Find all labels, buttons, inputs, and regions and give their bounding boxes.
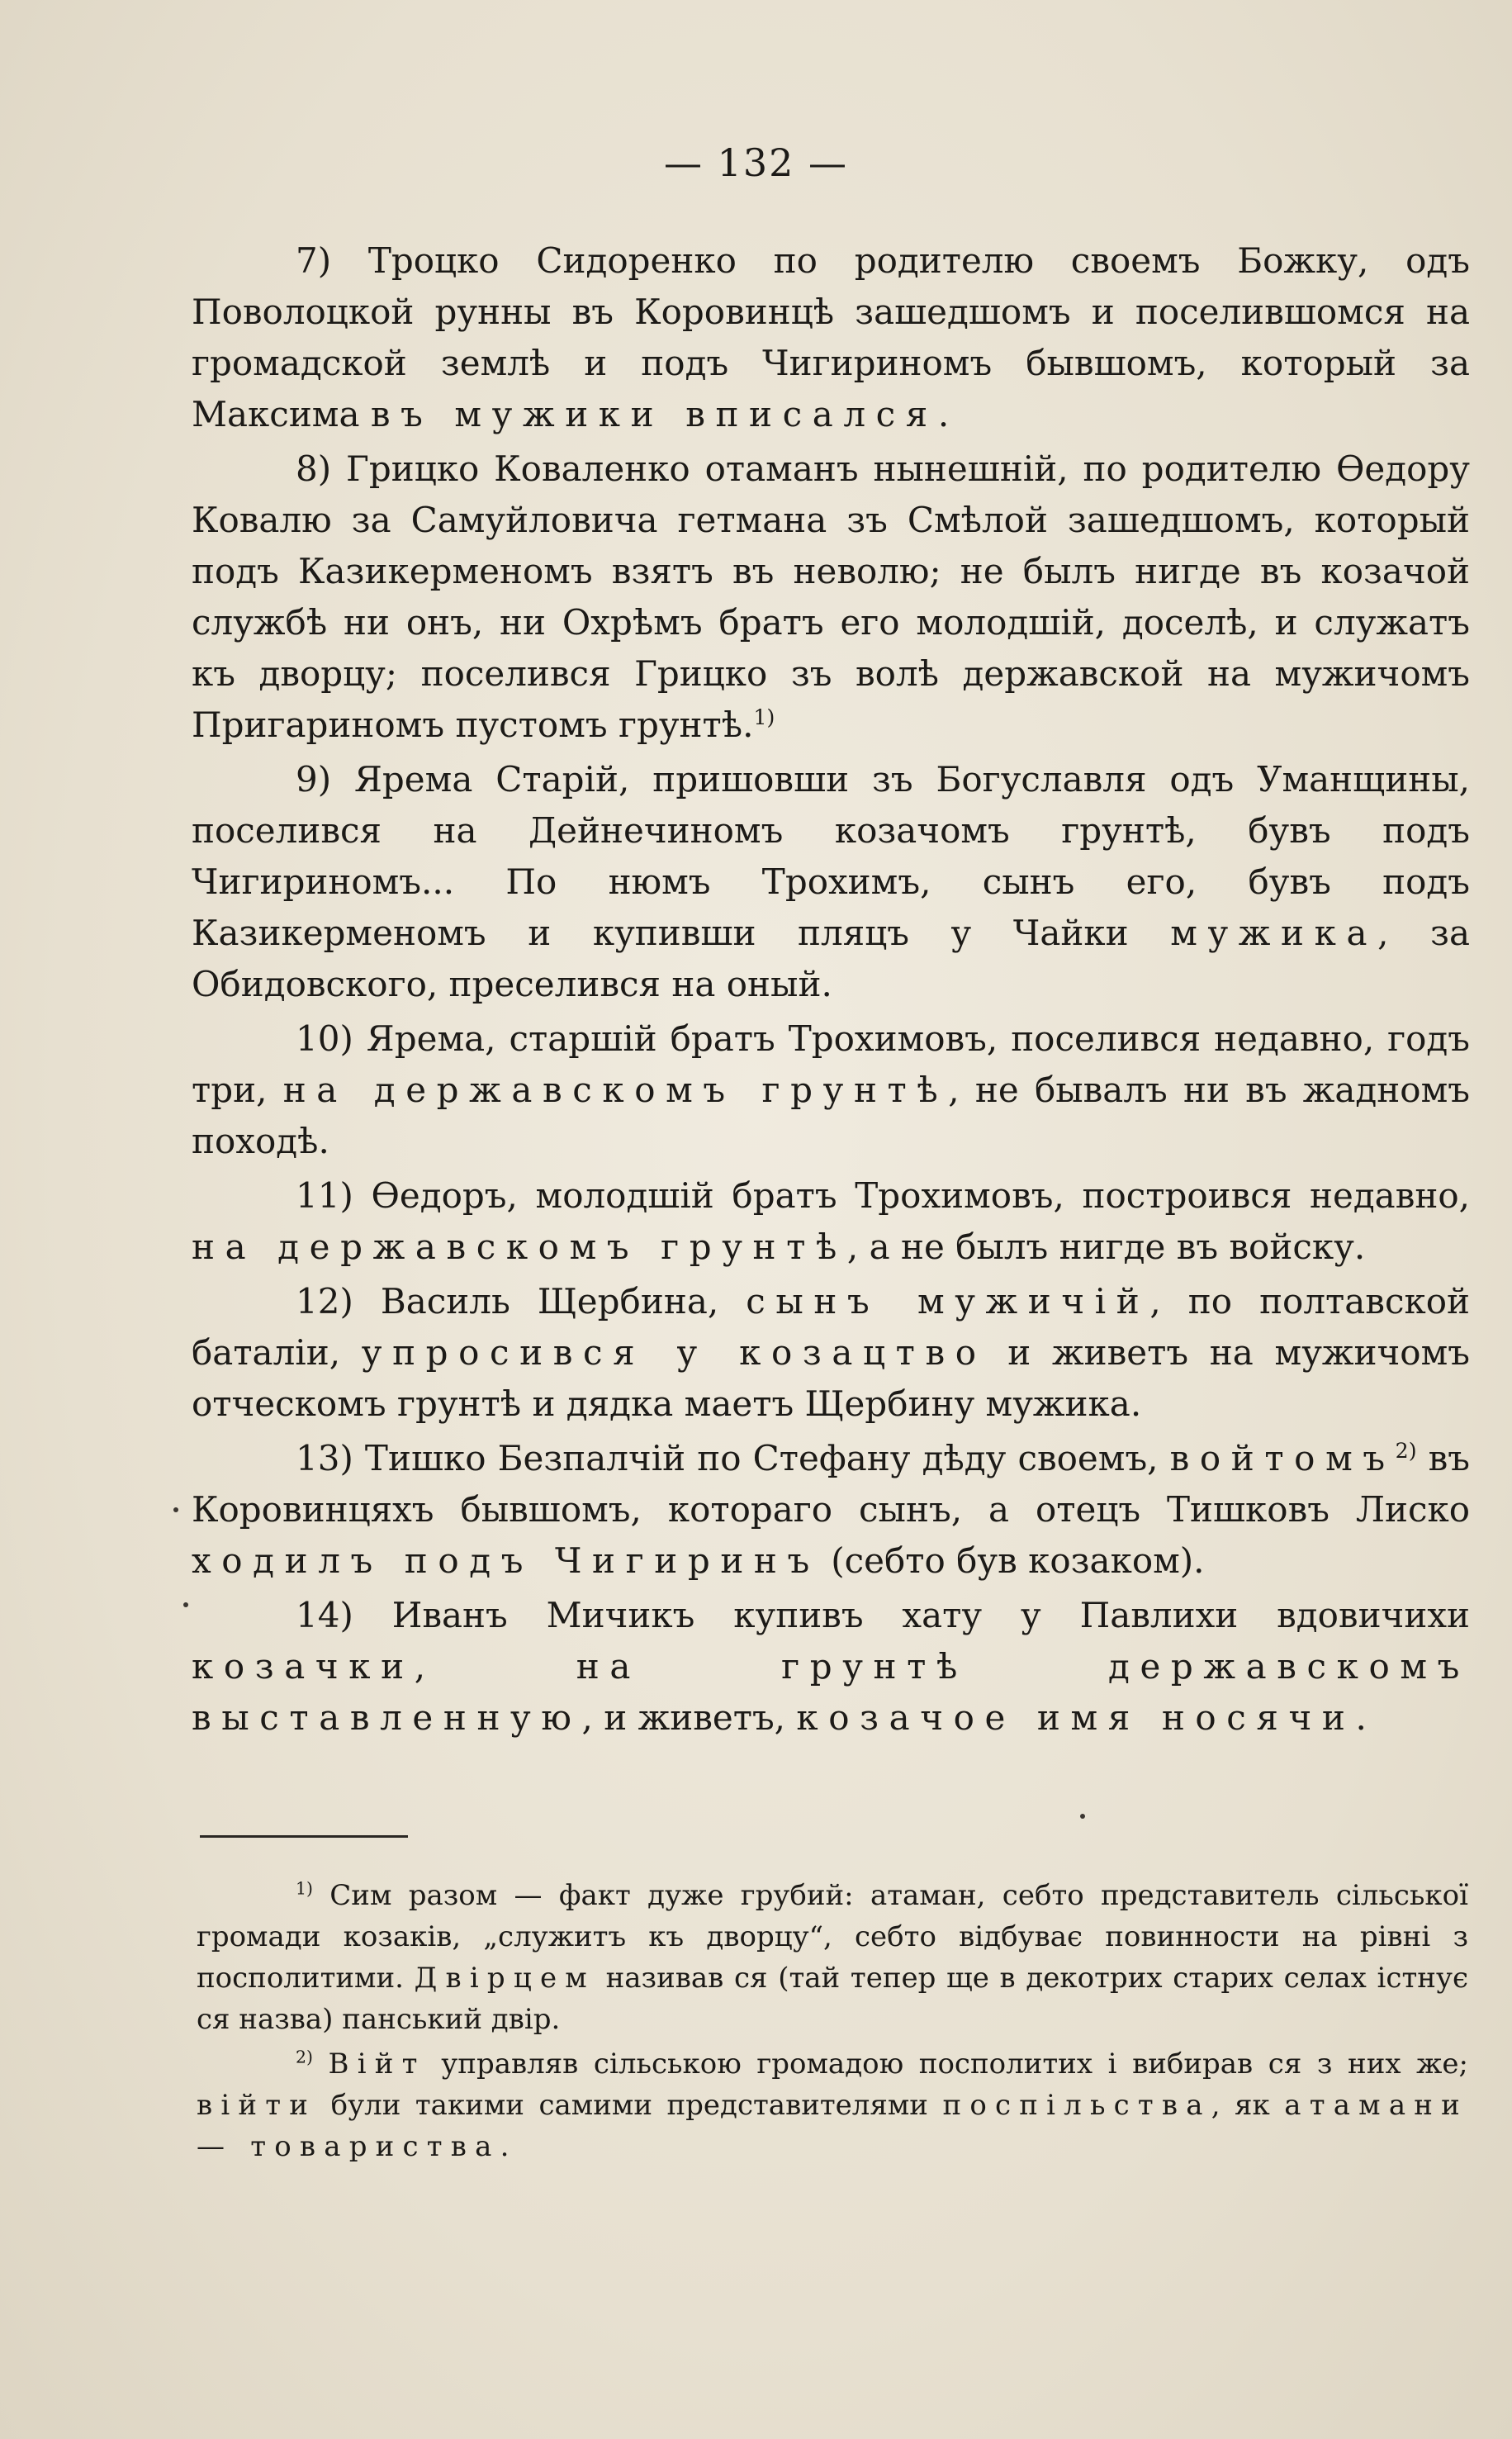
spaced-emphasis-text: въ мужики вписался [370,394,938,434]
text-segment: 8) Грицко Коваленко отаманъ нынешній, по родителю Өедору Ковалю за Самуйловича гетмана зъ Смѣлой зашедшомъ, который подъ Казикерменомъ взятъ въ неволю; не былъ нигде въ козачой службѣ ни онъ, ни Охрѣмъ братъ его молодшій, доселѣ, и служатъ къ дворцу; поселився Грицко зъ волѣ державской на мужичомъ Пригариномъ пустомъ грунтѣ. [192,448,1470,745]
footnote-marker: 2) [296,2047,313,2067]
text-segment: 11) Өедоръ, молодшій братъ Трохимовъ, построився недавно, [296,1175,1470,1216]
text-segment: називав ся (тай тепер ще в декотрих старих селах істнує ся назва) панський двір. [197,1962,1468,2036]
ink-speck [183,1602,188,1607]
text-segment: 9) Ярема Старій, пришовши зъ Богуславля одъ Уманщины, поселився на Дейнечиномъ козачомъ грунтѣ, бувъ подъ Чигириномъ... По нюмъ Трохимъ, сынъ его, бувъ подъ Казикерменомъ и купивши пляцъ у Чайки [192,759,1470,953]
paragraph-10 [192,1013,1470,1167]
text-segment: , за Обидовского, преселився на оный. [192,913,1470,1004]
text-segment: 12) Василь Щербина, [296,1281,747,1322]
paragraph-7 [192,235,1470,440]
text-segment: , по полтавской баталіи, [192,1281,1470,1373]
text-segment: . [500,2130,510,2163]
spaced-emphasis-text: козачое имя носячи [796,1697,1356,1738]
text-segment: були такими самими представителями [316,2089,943,2122]
spaced-emphasis-text: на державскомъ грунтѣ [192,1227,847,1267]
spaced-emphasis-text: ходилъ подъ Чигиринъ [192,1540,820,1581]
paragraph-8 [192,444,1470,751]
text-segment: , а не былъ нигде въ войску. [846,1227,1366,1267]
footnote-2 [197,2043,1468,2167]
spaced-emphasis-text: сынъ мужичій [746,1281,1150,1322]
text-segment: Сим разом — факт дуже грубий: атаман, себто представитель сільської громади козаків, „служитъ къ дворцу“, себто відбуває повинности на рівні з посполитими. [197,1879,1468,1995]
text-segment: 10) Ярема, старшій братъ Трохимовъ, поселився недавно, годъ три, [192,1018,1470,1110]
footnotes [197,1875,1468,2171]
page-number: — 132 — [663,140,849,185]
footnote-1 [197,1875,1468,2040]
text-segment: 13) Тишко Безпалчій по Стефану дѣду своемъ, [296,1438,1170,1478]
paragraph-9 [192,754,1470,1010]
spaced-emphasis-text: на державскомъ грунтѣ [282,1070,949,1110]
spaced-emphasis-text: мужика [1170,913,1378,953]
paragraph-11 [192,1170,1470,1273]
text-segment: въ Коровинцяхъ бывшомъ, котораго сынъ, а отецъ Тишковъ Лиско [192,1438,1471,1530]
spaced-emphasis-text: войтомъ [1169,1438,1396,1478]
text-segment: , и живетъ, [581,1697,797,1738]
footnote-marker: 1) [296,1878,313,1899]
spaced-emphasis-text: упросився у козацтво [361,1332,987,1373]
text-segment: управляв сільською громадою посполитих і вибирав ся з них же; [425,2048,1468,2081]
spaced-emphasis-text: поспільства [942,2089,1211,2122]
spaced-emphasis-text: атамани — товариства [197,2089,1469,2163]
spaced-emphasis-text: Двірцем [414,1962,595,1995]
text-segment: 7) Троцко Сидоренко по родителю своемъ Божку, одъ Поволоцкой рунны въ Коровинцѣ зашедшомъ и поселившомся на громадской землѣ и подъ Чигириномъ бывшомъ, который за Максима [192,240,1470,434]
paragraph-14 [192,1590,1470,1744]
spaced-emphasis-text: Війт [328,2048,426,2081]
text-segment: , як [1211,2089,1285,2122]
text-segment: 14) Иванъ Мичикъ купивъ хату у Павлихи вдовичихи [296,1595,1470,1635]
paragraph-13 [192,1433,1470,1587]
text-segment [313,2048,329,2081]
text-segment: и живетъ на мужичомъ отческомъ грунтѣ и дядка маетъ Щербину мужика. [192,1332,1470,1424]
footnote-marker: 2) [1395,1439,1417,1463]
spaced-emphasis-text: війти [197,2089,317,2122]
footnote-divider [200,1835,408,1838]
text-segment: . [937,394,950,434]
text-segment: (себто був козаком). [819,1540,1205,1581]
spaced-emphasis-text: козачки, на грунтѣ державскомъ выставленную [192,1646,1470,1738]
text-segment: . [1355,1697,1367,1738]
main-text [192,235,1470,1747]
ink-speck [173,1507,178,1512]
paragraph-12 [192,1276,1470,1430]
footnote-marker: 1) [753,705,775,729]
ink-speck [1080,1814,1085,1819]
text-segment: , не бывалъ ни въ жадномъ походѣ. [192,1070,1470,1161]
